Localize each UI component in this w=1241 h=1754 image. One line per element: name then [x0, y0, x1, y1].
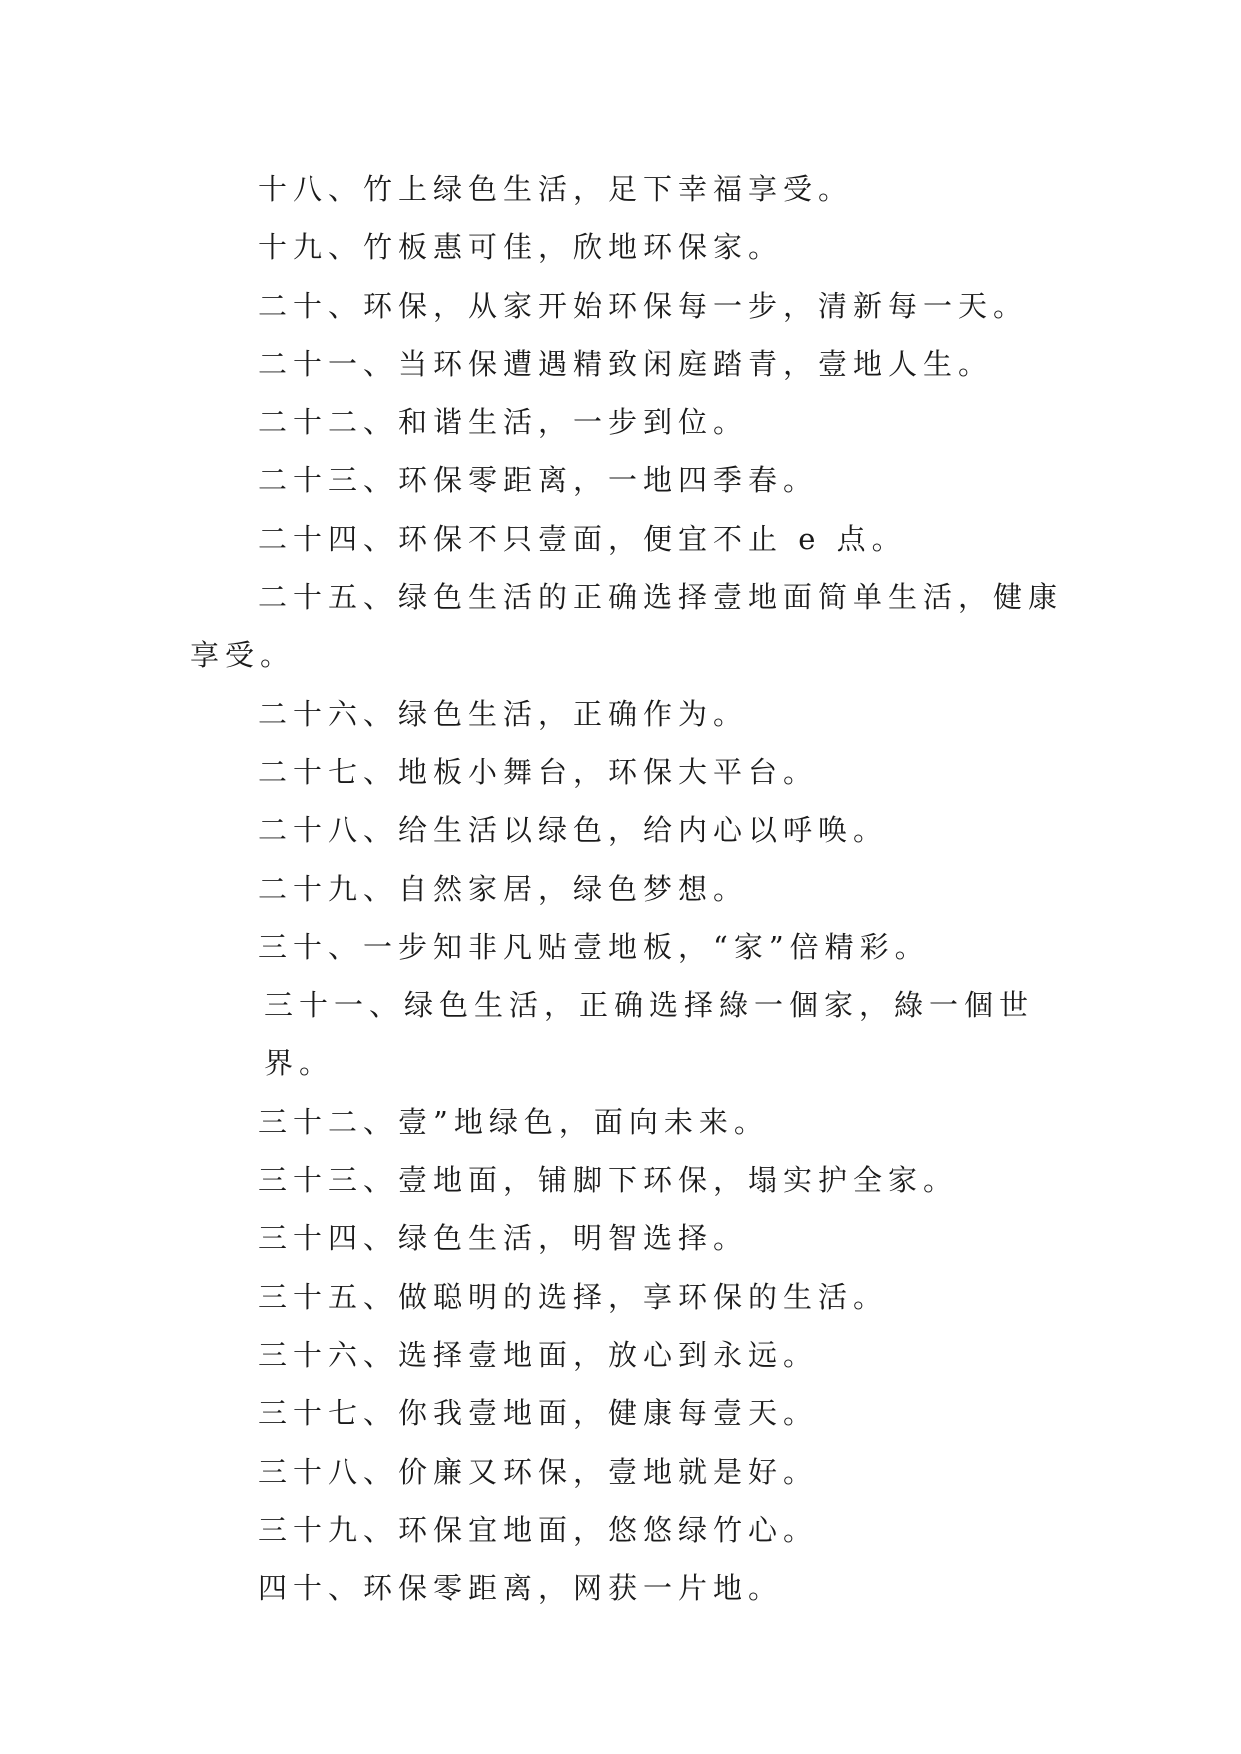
slogan-line: 三十一、绿色生活，正确选择綠一個家，綠一個世界。 — [264, 988, 1035, 1081]
slogan-line: 三十五、做聪明的选择，享环保的生活。 — [258, 1279, 889, 1314]
slogan-line: 三十九、环保宜地面，悠悠绿竹心。 — [258, 1512, 819, 1547]
slogan-line: 二十九、自然家居，绿色梦想。 — [258, 871, 749, 906]
slogan-line: 二十五、绿色生活的正确选择壹地面简单生活，健康享受。 — [190, 580, 1064, 673]
slogan-line: 三十八、价廉又环保，壹地就是好。 — [258, 1454, 819, 1489]
slogan-line: 二十六、绿色生活，正确作为。 — [258, 696, 749, 731]
slogan-line: 二十七、地板小舞台，环保大平台。 — [258, 754, 819, 789]
slogan-line: 四十、环保零距离，网获一片地。 — [258, 1571, 784, 1606]
slogan-line: 十九、竹板惠可佳，欣地环保家。 — [258, 230, 784, 265]
slogan-line: 二十三、环保零距离，一地四季春。 — [258, 463, 819, 498]
slogan-line: 三十三、壹地面，铺脚下环保，塌实护全家。 — [258, 1163, 959, 1198]
slogan-line: 十八、竹上绿色生活，足下幸福享受。 — [258, 172, 854, 206]
slogan-line: 二十一、当环保遭遇精致闲庭踏青，壹地人生。 — [258, 346, 994, 381]
slogan-line: 三十四、绿色生活，明智选择。 — [258, 1221, 749, 1256]
slogan-line: 三十七、你我壹地面，健康每壹天。 — [258, 1396, 819, 1431]
slogan-line: 二十八、给生活以绿色，给内心以呼唤。 — [258, 813, 889, 848]
slogan-line: 三十二、壹”地绿色，面向未来。 — [258, 1104, 769, 1139]
slogan-line: 二十二、和谐生活，一步到位。 — [258, 405, 749, 440]
slogan-line: 三十、一步知非凡贴壹地板，“家”倍精彩。 — [258, 929, 930, 964]
slogan-list — [190, 160, 1070, 1617]
slogan-line: 二十、环保，从家开始环保每一步，清新每一天。 — [258, 288, 1029, 323]
slogan-line: 二十四、环保不只壹面，便宜不止 e 点。 — [258, 521, 907, 556]
slogan-line: 三十六、选择壹地面，放心到永远。 — [258, 1337, 819, 1372]
